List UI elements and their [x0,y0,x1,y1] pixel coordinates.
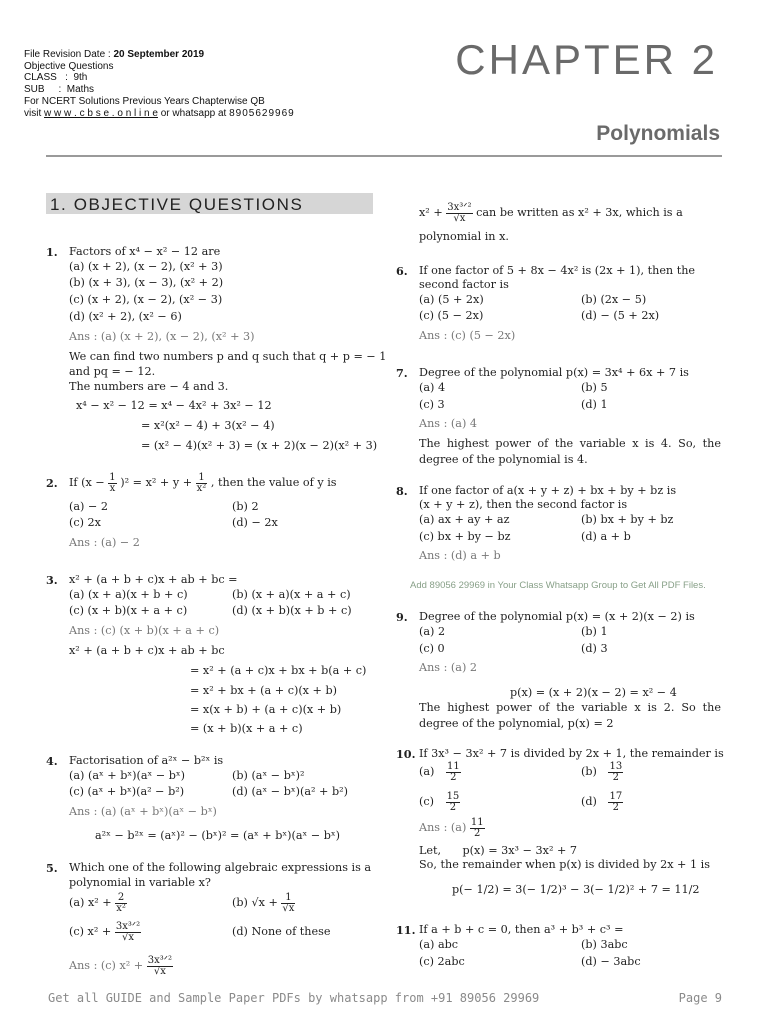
q5-option-b [232,889,295,917]
q3-option-c: (c) (x + b)(x + a + c) [69,604,188,617]
q5-option-a-fraction [115,893,127,914]
q10-b-num: 13 [609,760,623,772]
q5-ans-den: √x [153,965,166,977]
q6-option-a: (a) (5 + 2x) [419,293,484,306]
q7-option-a: (a) 4 [419,381,446,394]
q3-step-2: = x² + bx + (a + c)(x + b) [190,684,338,697]
q4-option-c: (c) (aˣ + bˣ)(a² − b²) [69,785,185,798]
q3-option-b: (b) (x + a)(x + a + c) [232,588,351,601]
q9-answer: Ans : (a) 2 [419,661,477,674]
q5-option-a [69,889,127,917]
q10-number: 10. [396,747,416,761]
q8-option-a: (a) ax + ay + az [419,513,510,526]
q5-cont-pre: x² + [419,206,443,219]
q1-equation-2: = x²(x² − 4) + 3(x² − 4) [141,419,275,432]
q7-number: 7. [396,366,408,380]
revision-label: File Revision Date : [24,49,111,60]
q10-option-b [581,758,623,786]
q8-text-1: If one factor of a(x + y + z) + bx + by + bz is [419,484,677,497]
q10-let: Let, p(x) = 3x³ − 3x² + 7 [419,844,578,857]
q1-option-a: (a) (x + 2), (x − 2), (x² + 3) [69,260,223,273]
q4-equation: a²ˣ − b²ˣ = (aˣ)² − (bˣ)² = (aˣ + bˣ)(aˣ − bˣ) [95,829,341,842]
q10-text: If 3x³ − 3x² + 7 is divided by 2x + 1, the remainder is [419,747,724,760]
q1-text: Factors of x⁴ − x² − 12 are [69,245,221,258]
q10-a-den: 2 [450,771,457,783]
q1-explanation-1: We can find two numbers p and q such that q + p = − 1 [69,350,387,363]
q7-answer: Ans : (a) 4 [419,417,477,430]
q2-option-d: (d) − 2x [232,516,278,529]
q8-text-2: (x + y + z), then the second factor is [419,498,628,511]
header-line-subject: SUB : Maths [24,84,95,95]
page-number: Page 9 [678,991,722,1005]
q10-answer-pre: Ans : (a) [419,821,467,834]
q10-so: So, the remainder when p(x) is divided by 2x + 1 is [419,858,710,871]
q5-option-c-pre: (c) x² + [69,925,112,938]
q5-c-den: √x [121,931,134,943]
q5-a-den: x² [116,902,126,914]
footer-promo: Get all GUIDE and Sample Paper PDFs by whatsapp from +91 89056 29969 [48,991,540,1005]
header-line-objective: Objective Questions [24,61,114,72]
q10-option-a [419,758,461,786]
q5-b-num: 1 [281,893,295,904]
q3-step-3: = x(x + b) + (a + c)(x + b) [190,703,342,716]
q2-lhs-num: 1 [109,471,116,483]
q9-number: 9. [396,610,408,624]
q4-number: 4. [46,754,58,768]
q5-option-b-fraction [281,893,295,914]
q1-number: 1. [46,245,58,259]
phone-number: 8905629969 [229,108,295,119]
q3-step-4: = (x + b)(x + a + c) [190,722,303,735]
q6-text-2: second factor is [419,278,509,291]
whatsapp-text: or whatsapp at [160,108,227,119]
q1-option-b: (b) (x + 3), (x − 3), (x² + 2) [69,276,224,289]
q5-text-2: polynomial in variable x? [69,876,211,889]
q6-answer: Ans : (c) (5 − 2x) [419,329,516,342]
q10-option-d [581,788,623,816]
q5-option-a-pre: (a) x² + [69,896,112,909]
q9-option-d: (d) 3 [581,642,608,655]
q2-rhs-num: 1 [196,473,208,484]
q7-explanation: The highest power of the variable x is 4. So, the degree of the polynomial is 4. [419,437,721,466]
q10-a-num: 11 [446,760,460,772]
q8-number: 8. [396,484,408,498]
q4-option-b: (b) (aˣ − bˣ)² [232,769,305,782]
q5-cont-line-1 [419,199,683,227]
q10-option-c [419,788,460,816]
q10-answer [419,814,485,842]
q9-equation: p(x) = (x + 2)(x − 2) = x² − 4 [510,686,677,699]
q2-lhs-close: )² = x² + y + [120,476,193,489]
q10-b-fraction [608,762,623,783]
q5-a-num: 2 [115,893,127,904]
promo-banner: Add 89056 29969 in Your Class Whatsapp Group to Get All PDF Files. [410,580,706,591]
q10-b-pre: (b) [581,765,597,778]
q10-d-num: 17 [609,790,623,802]
q5-cont-num: 3x³ᐟ² [447,201,472,213]
q10-ans-num: 11 [470,816,484,828]
q7-text: Degree of the polynomial p(x) = 3x⁴ + 6x + 7 is [419,366,689,379]
q11-option-d: (d) − 3abc [581,955,641,968]
q5-cont-post: can be written as x² + 3x, which is a [476,206,683,219]
q10-b-den: 2 [612,771,620,783]
section-title: 1. OBJECTIVE QUESTIONS [46,193,373,214]
q10-c-pre: (c) [419,795,434,808]
chapter-title: CHAPTER 2 [455,36,718,83]
visit-prefix: visit [24,108,42,119]
q3-option-a: (a) (x + a)(x + b + c) [69,588,188,601]
q2-lhs-fraction [108,473,116,494]
q11-option-c: (c) 2abc [419,955,465,968]
q5-cont-line-2: polynomial in x. [419,230,509,243]
q6-option-c: (c) (5 − 2x) [419,309,484,322]
q2-rhs-den: x² [196,482,207,494]
q10-final: p(− 1/2) = 3(− 1/2)³ − 3(− 1/2)² + 7 = 11/2 [452,883,700,896]
q11-number: 11. [396,923,416,937]
q2-option-a: (a) − 2 [69,500,109,513]
q9-option-b: (b) 1 [581,625,608,638]
q2-lhs-den: x [109,482,116,494]
q5-text-1: Which one of the following algebraic expressions is a [69,861,372,874]
q2-pre: If [69,476,78,489]
q5-c-num: 3x³ᐟ² [115,920,141,932]
q6-number: 6. [396,264,408,278]
q11-option-a: (a) abc [419,938,459,951]
chapter-subject: Polynomials [596,122,720,145]
q2-answer: Ans : (a) − 2 [69,536,140,549]
website-link[interactable]: w w w . c b s e . o n l i n e [44,108,158,119]
q6-option-d: (d) − (5 + 2x) [581,309,660,322]
q9-explanation: The highest power of the variable x is 2. So the degree of the polynomial, p(x) = 2 [419,701,721,730]
q5-option-c [69,918,141,946]
q10-c-den: 2 [449,801,457,813]
q7-option-b: (b) 5 [581,381,608,394]
q5-option-c-fraction [115,922,141,943]
q8-option-b: (b) bx + by + bz [581,513,674,526]
q10-d-pre: (d) [581,795,597,808]
q3-answer: Ans : (c) (x + b)(x + a + c) [69,624,220,637]
q5-option-d: (d) None of these [232,925,331,938]
q5-answer [69,952,173,980]
q3-step-0: x² + (a + b + c)x + ab + bc [69,644,225,657]
q5-cont-den: √x [453,212,466,224]
header-divider [46,155,722,157]
q4-answer: Ans : (a) (aˣ + bˣ)(aˣ − bˣ) [69,805,217,818]
q2-lhs-open: (x − [81,476,105,489]
q5-option-b-pre: (b) √x + [232,896,278,909]
q8-option-c: (c) bx + by − bz [419,530,511,543]
q2-number: 2. [46,476,58,490]
q10-c-fraction [446,792,461,813]
q4-option-d: (d) (aˣ − bˣ)(a² + b²) [232,785,348,798]
q9-option-c: (c) 0 [419,642,445,655]
q1-explanation-3: The numbers are − 4 and 3. [69,380,229,393]
q9-option-a: (a) 2 [419,625,446,638]
q1-option-d: (d) (x² + 2), (x² − 6) [69,310,182,323]
q1-equation-3: = (x² − 4)(x² + 3) = (x + 2)(x − 2)(x² + 3) [141,439,378,452]
q11-option-b: (b) 3abc [581,938,628,951]
q10-ans-den: 2 [474,827,481,839]
q8-answer: Ans : (d) a + b [419,549,501,562]
q5-number: 5. [46,861,58,875]
q10-answer-fraction [470,818,485,839]
q2-text [69,467,337,499]
q10-a-pre: (a) [419,765,435,778]
q3-option-d: (d) (x + b)(x + b + c) [232,604,352,617]
q2-rhs-fraction [196,473,208,494]
q11-text: If a + b + c = 0, then a³ + b³ + c³ = [419,923,624,936]
q9-text: Degree of the polynomial p(x) = (x + 2)(x − 2) is [419,610,695,623]
q6-text-1: If one factor of 5 + 8x − 4x² is (2x + 1), then the [419,264,696,277]
q7-option-d: (d) 1 [581,398,608,411]
q10-c-num: 15 [446,790,460,802]
q10-d-den: 2 [612,801,620,813]
q1-explanation-2: and pq = − 12. [69,365,156,378]
q1-equation-1: x⁴ − x² − 12 = x⁴ − 4x² + 3x² − 12 [76,399,272,412]
header-line-class: CLASS : 9th [24,72,88,83]
q6-option-b: (b) (2x − 5) [581,293,647,306]
revision-date: 20 September 2019 [113,49,205,60]
header-line-visit [24,108,295,120]
q3-step-1: = x² + (a + c)x + bx + b(a + c) [190,664,367,677]
revision-line [24,49,204,61]
q10-d-fraction [608,792,623,813]
q4-text: Factorisation of a²ˣ − b²ˣ is [69,754,224,767]
q2-option-b: (b) 2 [232,500,259,513]
q8-option-d: (d) a + b [581,530,631,543]
q5-ans-num: 3x³ᐟ² [147,954,173,966]
q5-answer-fraction [147,956,173,977]
q1-option-c: (c) (x + 2), (x − 2), (x² − 3) [69,293,223,306]
q3-number: 3. [46,573,58,587]
q5-cont-fraction [446,203,472,224]
q3-text: x² + (a + b + c)x + ab + bc = [69,573,238,586]
q1-answer: Ans : (a) (x + 2), (x − 2), (x² + 3) [69,330,255,343]
q2-option-c: (c) 2x [69,516,101,529]
q2-post: , then the value of y is [210,476,337,489]
header-line-ncert: For NCERT Solutions Previous Years Chapterwise QB [24,96,265,107]
q7-option-c: (c) 3 [419,398,445,411]
q4-option-a: (a) (aˣ + bˣ)(aˣ − bˣ) [69,769,186,782]
q10-a-fraction [446,762,461,783]
q5-answer-pre: Ans : (c) x² + [69,959,144,972]
q5-b-den: √x [282,902,295,914]
